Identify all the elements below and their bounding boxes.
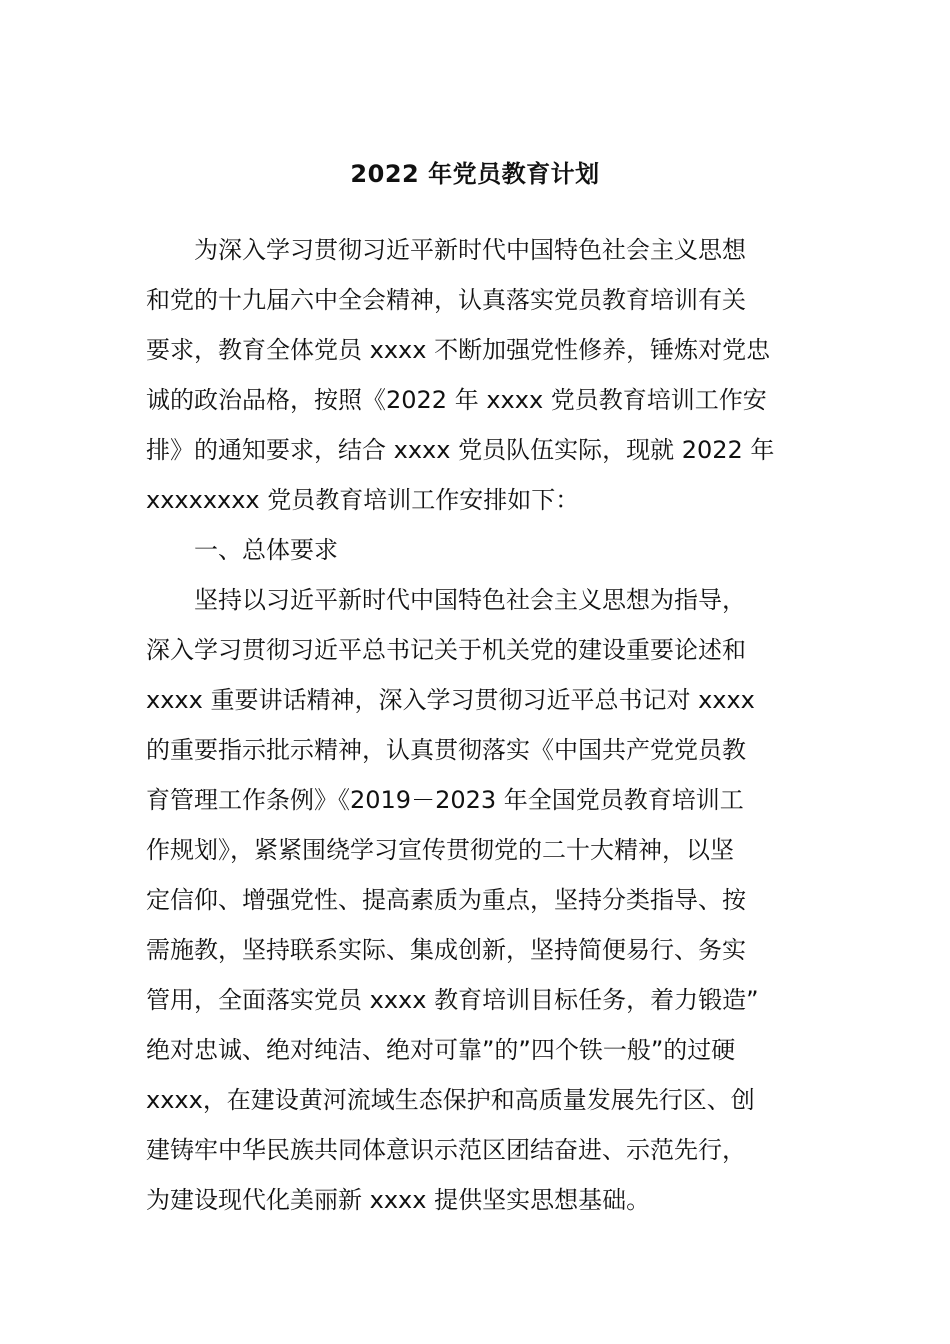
- paragraph-line: xxxxxxxx 党员教育培训工作安排如下：: [146, 486, 580, 514]
- paragraph-line: 需施教，坚持联系实际、集成创新，坚持简便易行、务实: [146, 936, 746, 964]
- paragraph-line: 的重要指示批示精神，认真贯彻落实《中国共产党党员教: [146, 736, 746, 764]
- paragraph-line: 作规划》，紧紧围绕学习宣传贯彻党的二十大精神，以坚: [146, 836, 734, 864]
- document-title: 2022 年党员教育计划: [350, 160, 600, 188]
- paragraph-line: 绝对忠诚、绝对纯洁、绝对可靠”的”四个铁一般”的过硬: [146, 1036, 736, 1064]
- paragraph-line: 诚的政治品格，按照《2022 年 xxxx 党员教育培训工作安: [146, 386, 767, 414]
- paragraph-line: xxxx 重要讲话精神，深入学习贯彻习近平总书记对 xxxx: [146, 686, 755, 714]
- paragraph-line: 为深入学习贯彻习近平新时代中国特色社会主义思想: [194, 236, 746, 264]
- paragraph-line: xxxx，在建设黄河流域生态保护和高质量发展先行区、创: [146, 1086, 755, 1114]
- paragraph-line: 定信仰、增强党性、提高素质为重点，坚持分类指导、按: [146, 886, 746, 914]
- paragraph-line: 育管理工作条例》《2019－2023 年全国党员教育培训工: [146, 786, 744, 814]
- paragraph-line: 深入学习贯彻习近平总书记关于机关党的建设重要论述和: [146, 636, 746, 664]
- paragraph-line: 管用，全面落实党员 xxxx 教育培训目标任务，着力锻造”: [146, 986, 759, 1014]
- paragraph-line: 坚持以习近平新时代中国特色社会主义思想为指导，: [194, 586, 746, 614]
- paragraph-line: 建铸牢中华民族共同体意识示范区团结奋进、示范先行，: [146, 1136, 746, 1164]
- paragraph-line: 要求，教育全体党员 xxxx 不断加强党性修养，锤炼对党忠: [146, 336, 771, 364]
- paragraph-line: 排》的通知要求，结合 xxxx 党员队伍实际，现就 2022 年: [146, 436, 775, 464]
- section-heading: 一、总体要求: [194, 536, 338, 564]
- paragraph-line: 和党的十九届六中全会精神，认真落实党员教育培训有关: [146, 286, 746, 314]
- paragraph-line: 为建设现代化美丽新 xxxx 提供坚实思想基础。: [146, 1186, 651, 1214]
